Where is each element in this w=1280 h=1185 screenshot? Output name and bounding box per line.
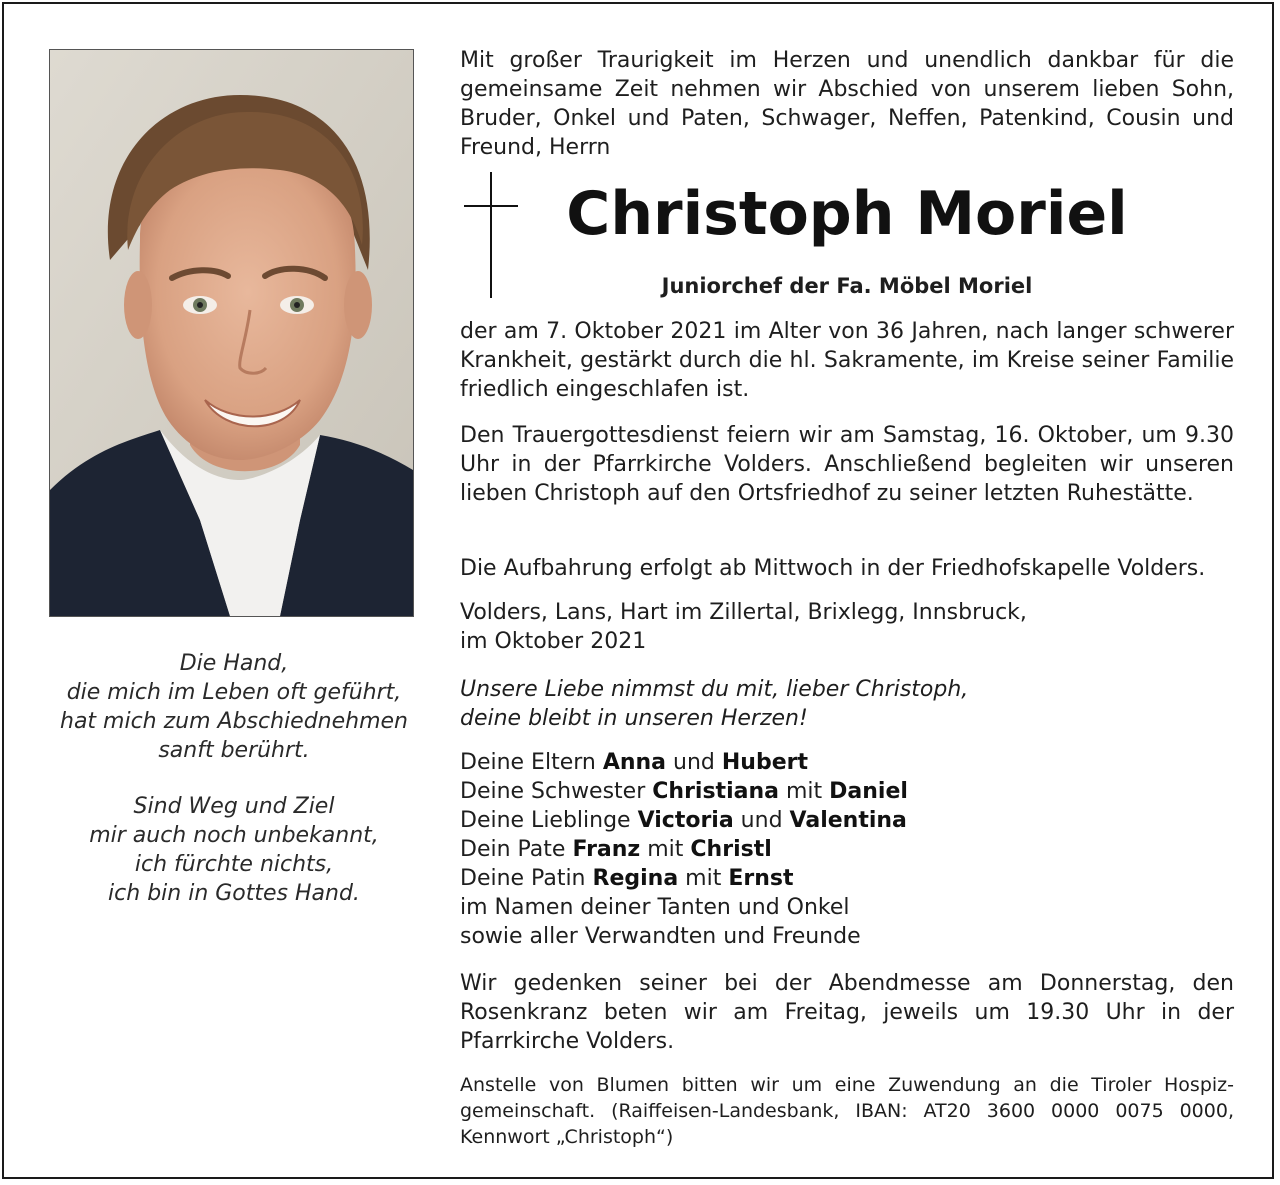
poem-stanza-1 [24, 649, 444, 765]
family-name: Daniel [829, 779, 908, 804]
poem-line: ich fürchte nichts, [134, 852, 334, 877]
poem-stanza-2 [24, 792, 444, 908]
family-name: Christiana [652, 779, 779, 804]
quote-line: Unsere Liebe nimmst du mit, lieber Christoph, [460, 677, 969, 702]
family-name: Anna [602, 750, 667, 775]
donation-paragraph: Anstelle von Blumen bitten wir um eine Zuwendung an die Tiroler Hospiz-gemeinschaft. (Raiffeisen-Landesbank, IBAN: AT20 3600 0000 0075 0000, Kennwort „Christoph“) [460, 1074, 1234, 1148]
family-line: Deine Eltern Anna und Hubert [460, 750, 808, 775]
poem-line: Die Hand, [179, 651, 289, 676]
poem-line: hat mich zum Abschiednehmen [60, 709, 408, 734]
memorial-paragraph: Wir gedenken seiner bei der Abendmesse am Donnerstag, den Rosenkranz beten wir am Freitag, jeweils um 19.30 Uhr in der Pfarrkirche Volders. [460, 971, 1234, 1054]
family-name: Regina [592, 866, 679, 891]
family-name: Victoria [637, 808, 734, 833]
family-line: Deine Lieblinge Victoria und Valentina [460, 808, 907, 833]
family-list [460, 748, 1234, 951]
quote-line: deine bleibt in unseren Herzen! [460, 706, 808, 731]
poem-line: mir auch noch unbekannt, [89, 823, 379, 848]
deceased-name: Christoph Moriel [566, 179, 1128, 249]
family-name: Franz [572, 837, 641, 862]
poem-line: die mich im Leben oft geführt, [66, 680, 402, 705]
death-notice-paragraph: der am 7. Oktober 2021 im Alter von 36 Jahren, nach langer schwerer Krankheit, gestärkt durch die hl. Sakramente, im Kreise seiner Familie friedlich eingeschlafen ist. [460, 319, 1234, 402]
places-line: Volders, Lans, Hart im Zillertal, Brixlegg, Innsbruck, [460, 600, 1027, 625]
portrait-photo [49, 49, 414, 617]
places-block [460, 598, 1234, 656]
date-line: im Oktober 2021 [460, 629, 647, 654]
poem-line: Sind Weg und Ziel [133, 794, 335, 819]
portrait-illustration [50, 50, 413, 616]
family-name: Ernst [728, 866, 794, 891]
family-name: Hubert [721, 750, 808, 775]
family-line: im Namen deiner Tanten und Onkel [460, 895, 850, 920]
service-paragraph: Den Trauergottesdienst feiern wir am Samstag, 16. Oktober, um 9.30 Uhr in der Pfarrkirche Volders. Anschließend begleiten wir unseren lieben Christoph auf den Ortsfriedhof zu seiner letzten Ruhestätte. [460, 423, 1234, 506]
viewing-paragraph: Die Aufbahrung erfolgt ab Mittwoch in der Friedhofskapelle Volders. [460, 556, 1206, 581]
obituary-frame [2, 2, 1274, 1179]
deceased-title: Juniorchef der Fa. Möbel Moriel [661, 274, 1033, 298]
family-line: Deine Schwester Christiana mit Daniel [460, 779, 908, 804]
quote-block [460, 675, 1234, 733]
family-line: sowie aller Verwandten und Freunde [460, 924, 861, 949]
family-line: Dein Pate Franz mit Christl [460, 837, 772, 862]
poem-line: sanft berührt. [158, 738, 310, 763]
family-name: Valentina [789, 808, 907, 833]
family-line: Deine Patin Regina mit Ernst [460, 866, 794, 891]
poem-line: ich bin in Gottes Hand. [108, 881, 360, 906]
intro-paragraph: Mit großer Traurigkeit im Herzen und unendlich dankbar für die gemeinsame Zeit nehmen wir Abschied von unserem lieben Sohn, Bruder, Onkel und Paten, Schwager, Neffen, Patenkind, Cousin und Freund, Herrn [460, 48, 1234, 160]
poem [24, 649, 444, 935]
family-name: Christl [690, 837, 772, 862]
